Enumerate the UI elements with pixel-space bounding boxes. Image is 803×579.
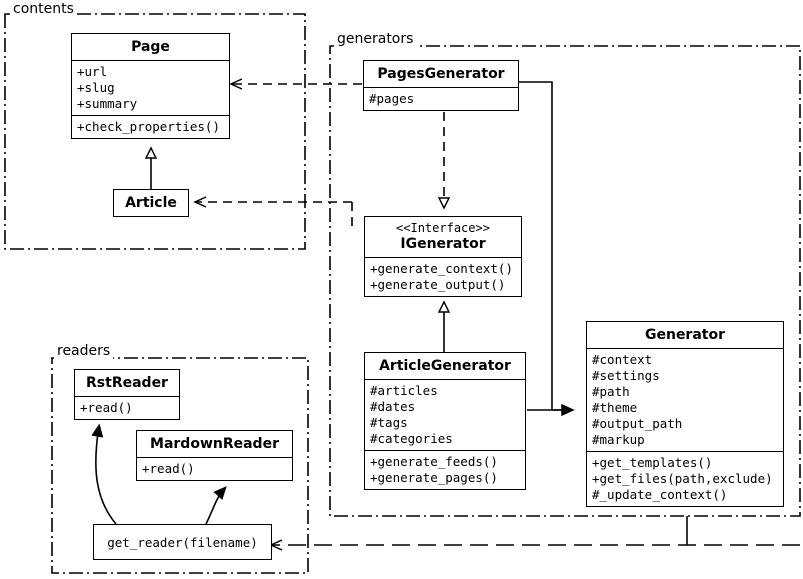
operation: +generate_context(): [370, 261, 513, 276]
class-article-title: Article: [125, 195, 177, 211]
attribute: #path: [592, 384, 630, 399]
operation: +generate_pages(): [370, 470, 498, 485]
function-get-reader-label: get_reader(filename): [107, 534, 258, 550]
package-label-readers: readers: [54, 343, 113, 359]
class-page-operations: [72, 115, 229, 138]
attribute: #theme: [592, 400, 638, 415]
attribute: #articles: [370, 383, 438, 398]
class-mardownreader-operations: [137, 457, 292, 480]
class-rstreader[interactable]: [74, 369, 180, 420]
attribute: #context: [592, 352, 653, 367]
operation: +read(): [142, 461, 195, 476]
attribute: #settings: [592, 368, 660, 383]
class-generator-title: Generator: [644, 327, 725, 343]
class-pagesgenerator-attributes: [364, 87, 518, 110]
class-page[interactable]: [71, 33, 230, 139]
class-mardownreader-title: MardownReader: [150, 436, 279, 452]
attribute: #pages: [369, 91, 415, 106]
class-generator-attributes: [587, 348, 783, 451]
operation: +get_templates(): [592, 455, 713, 470]
class-pagesgenerator-title: PagesGenerator: [377, 66, 505, 82]
class-page-attributes: [72, 60, 229, 115]
function-get-reader[interactable]: [93, 524, 272, 560]
operation: +generate_output(): [370, 277, 506, 292]
operation: +check_properties(): [77, 119, 220, 134]
class-igenerator[interactable]: [364, 216, 522, 297]
operation: +read(): [80, 400, 133, 415]
class-mardownreader[interactable]: [136, 430, 293, 481]
class-page-title: Page: [131, 39, 170, 55]
association-get-reader-to-rstreader: [96, 426, 116, 524]
class-pagesgenerator[interactable]: [363, 60, 519, 111]
package-label-contents: contents: [10, 1, 77, 17]
class-articlegenerator-title: ArticleGenerator: [379, 358, 511, 374]
attribute: +slug: [77, 80, 115, 95]
class-generator-operations: [587, 451, 783, 506]
operation: +get_files(path,exclude): [592, 471, 773, 486]
class-igenerator-title: IGenerator: [400, 236, 486, 252]
class-article[interactable]: [113, 189, 189, 217]
class-igenerator-stereotype: <<Interface>>: [396, 221, 490, 235]
association-get-reader-to-mardownreader: [206, 488, 225, 524]
attribute: #tags: [370, 415, 408, 430]
class-rstreader-operations: [75, 396, 179, 419]
association-pagesgenerator-to-generator: [519, 82, 572, 410]
class-rstreader-title: RstReader: [86, 375, 168, 391]
attribute: #output_path: [592, 416, 683, 431]
attribute: +url: [77, 64, 108, 79]
operation: #_update_context(): [592, 487, 728, 502]
package-label-generators: generators: [334, 31, 416, 47]
attribute: #markup: [592, 432, 645, 447]
attribute: #dates: [370, 399, 416, 414]
class-generator[interactable]: [586, 321, 784, 507]
class-igenerator-operations: [365, 257, 521, 296]
class-articlegenerator-attributes: [365, 379, 525, 450]
operation: +generate_feeds(): [370, 454, 498, 469]
attribute: #categories: [370, 431, 453, 446]
attribute: +summary: [77, 96, 138, 111]
class-articlegenerator-operations: [365, 450, 525, 489]
class-articlegenerator[interactable]: [364, 352, 526, 490]
